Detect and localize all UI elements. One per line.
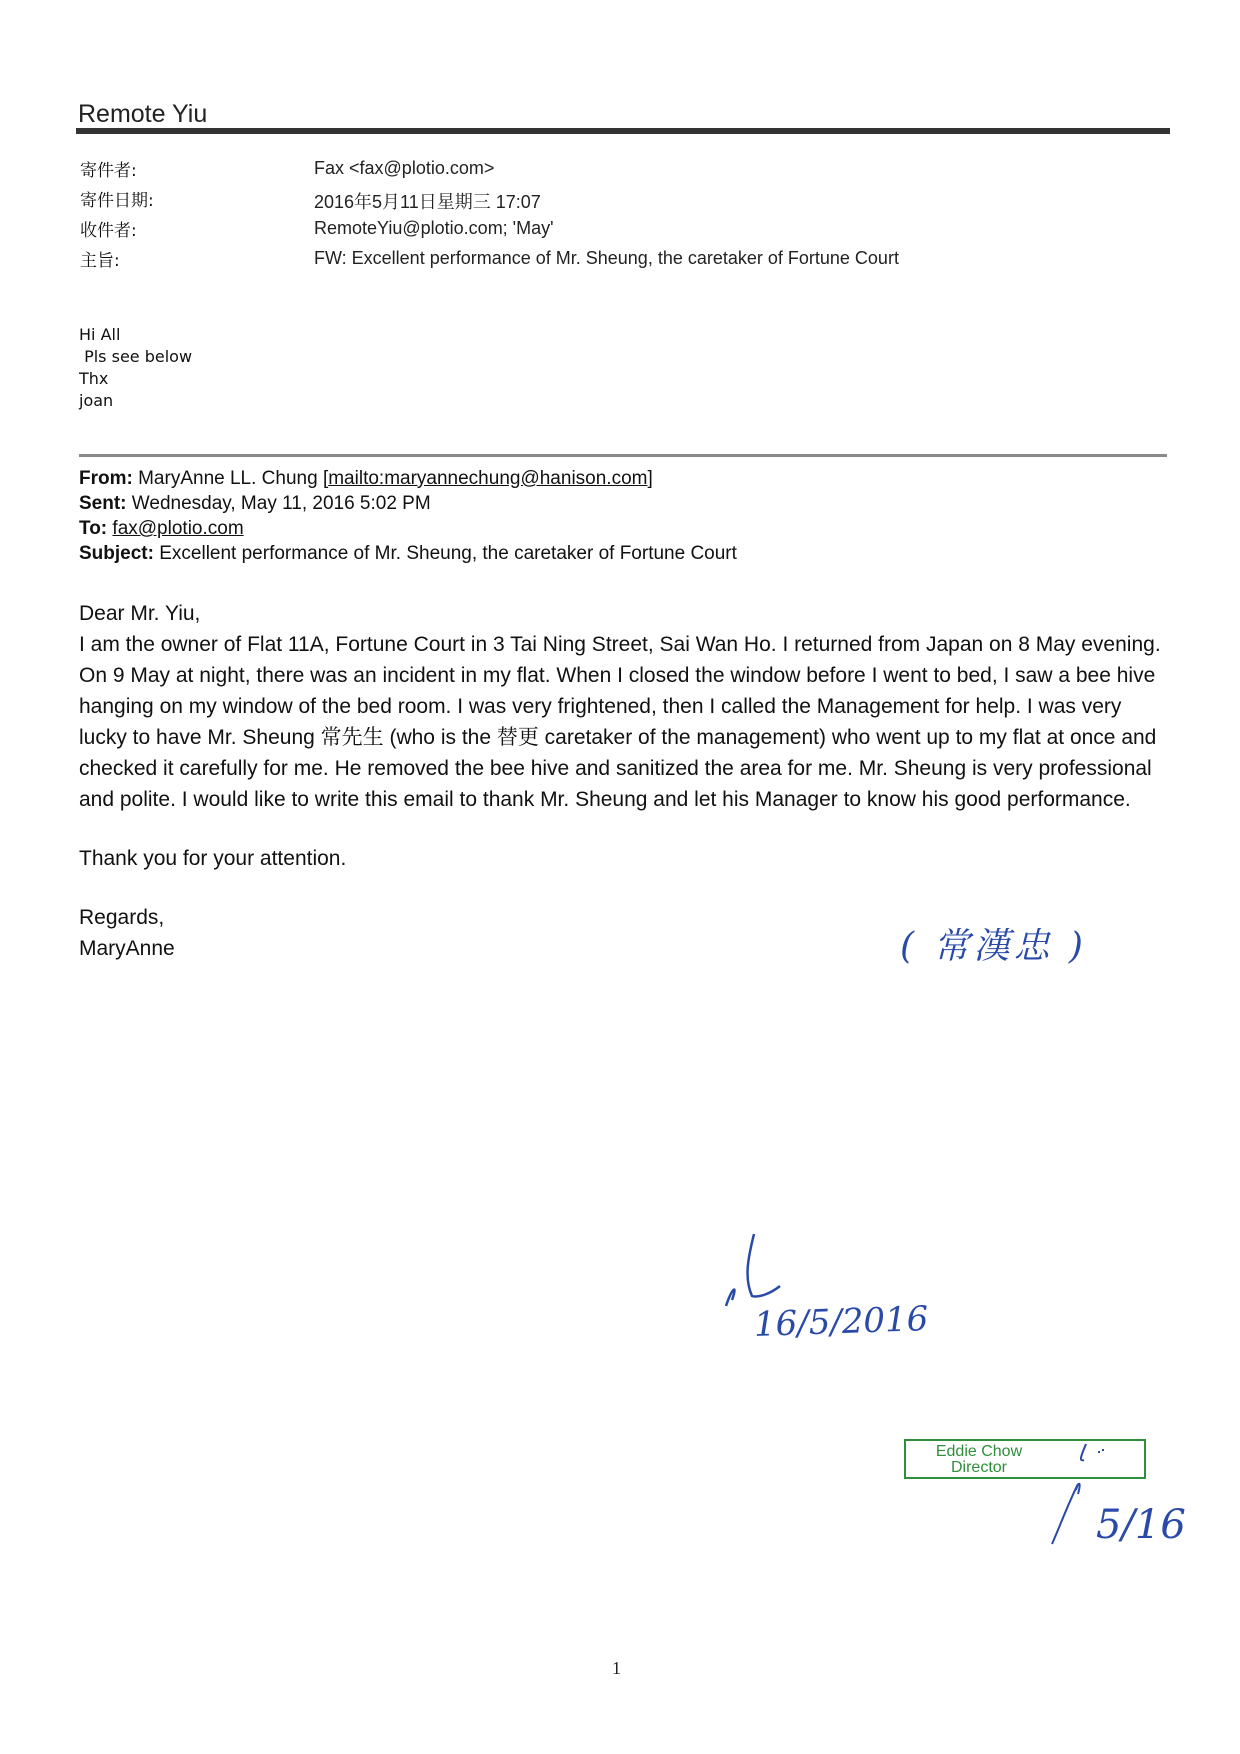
fwd-subject-label: Subject: — [79, 543, 154, 564]
fwd-to-label: To: — [79, 518, 108, 539]
handwritten-name-note: ( 常漢忠 ) — [900, 926, 1087, 967]
stamp-name: Eddie Chow — [935, 1443, 1023, 1460]
fwd-from-bracket: ] — [647, 468, 653, 489]
letter-closing: Regards, — [79, 906, 165, 929]
sent-date-value: 2016年5月11日星期三 17:07 — [314, 192, 541, 212]
page-number: 1 — [612, 1658, 621, 1678]
fwd-sent-value: Wednesday, May 11, 2016 5:02 PM — [131, 493, 431, 514]
fwd-to-line — [79, 516, 244, 541]
stamp-title: Director — [950, 1459, 1007, 1476]
handwritten-initials — [718, 1228, 788, 1308]
letter-thanks: Thank you for your attention. — [79, 847, 347, 870]
letter-paragraph: I am the owner of Flat 11A, Fortune Court in 3 Tai Ning Street, Sai Wan Ho. I returned from Japan on 8 May evening. On 9 May at night, there was an incident in my flat. When I closed the window before I went to bed, I saw a bee hive hanging on my window of the bed room. I was very frightened, then I called the Management for help. I was very lucky to have Mr. Sheung 常先生 (who is the 替更 caretaker of the management) who went up to my flat at once and checked it carefully for me. He removed the bee hive and sanitized the area for me. Mr. Sheung is very professional and polite. I would like to write this email to thank Mr. Sheung and let his Manager to know his good performance. — [79, 633, 1161, 811]
fwd-subject-line — [79, 541, 737, 566]
mailbox-owner-title: Remote Yiu — [78, 100, 208, 128]
note-line: Hi All — [79, 325, 121, 344]
note-line: Thx — [79, 369, 109, 388]
forward-note — [79, 324, 192, 412]
note-line: joan — [79, 391, 114, 410]
sender-label: 寄件者: — [80, 161, 137, 181]
subject-label: 主旨: — [80, 251, 120, 271]
signature-date: 5/16 — [1096, 1502, 1186, 1548]
subject-value: FW: Excellent performance of Mr. Sheung, the caretaker of Fortune Court — [314, 248, 899, 268]
note-line: Pls see below — [79, 347, 193, 366]
fwd-to-email-link[interactable]: fax@plotio.com — [112, 518, 244, 539]
letter-body — [79, 598, 1169, 964]
sent-date-label: 寄件日期: — [80, 191, 154, 211]
fwd-from-name: MaryAnne LL. Chung [ — [138, 468, 329, 489]
fwd-sent-line — [79, 491, 431, 516]
fwd-from-email-link[interactable]: mailto:maryannechung@hanison.com — [328, 468, 648, 489]
forward-divider — [79, 454, 1167, 457]
letter-signature: MaryAnne — [79, 937, 175, 960]
handwritten-date: 16/5/2016 — [753, 1298, 929, 1346]
recipient-label: 收件者: — [80, 221, 137, 241]
fwd-from-label: From: — [79, 468, 133, 489]
fwd-from-line — [79, 466, 653, 491]
recipient-value: RemoteYiu@plotio.com; 'May' — [314, 218, 554, 238]
fwd-subject-value: Excellent performance of Mr. Sheung, the caretaker of Fortune Court — [159, 543, 737, 564]
fwd-sent-label: Sent: — [79, 493, 127, 514]
sender-value: Fax <fax@plotio.com> — [314, 158, 495, 178]
header-divider — [76, 128, 1170, 134]
letter-salutation: Dear Mr. Yiu, — [79, 602, 201, 625]
